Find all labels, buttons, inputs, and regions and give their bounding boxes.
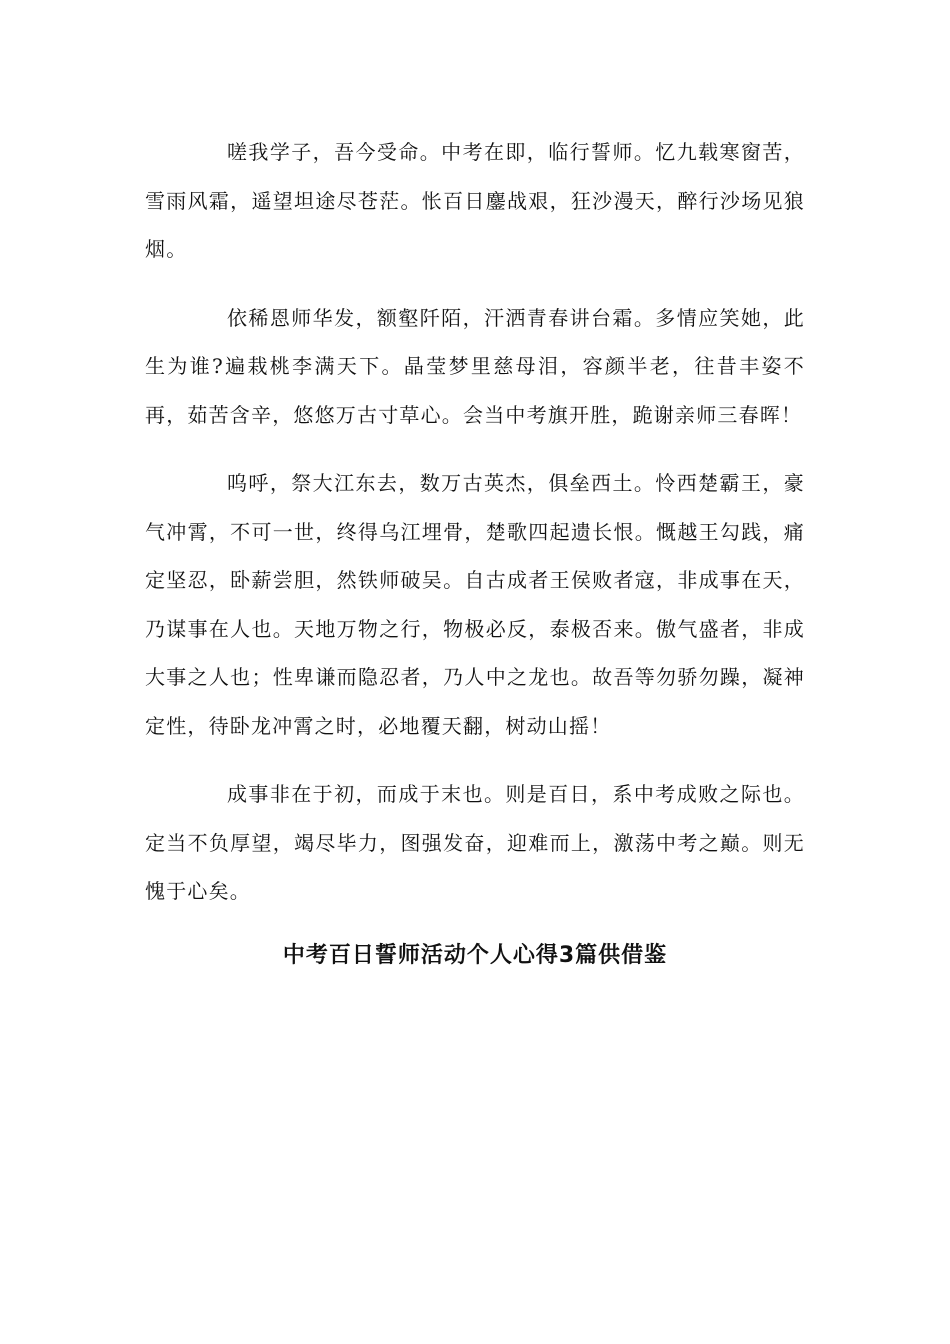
document-body [145,128,805,976]
paragraph-3: 呜呼，祭大江东去，数万古英杰，俱垒西土。怜西楚霸王，豪气冲霄，不可一世，终得乌江埋骨，楚歌四起遗长恨。慨越王勾践，痛定坚忍，卧薪尝胆，然铁师破吴。自古成者王侯败者寇，非成事在天，乃谋事在人也。天地万物之行，物极必反，泰极否来。傲气盛者，非成大事之人也；性卑谦而隐忍者，乃人中之龙也。故吾等勿骄勿躁，凝神定性，待卧龙冲霄之时，必地覆天翻，树动山摇！ [145,471,805,738]
section-heading: 中考百日誓师活动个人心得3篇供借鉴 [282,942,668,968]
paragraph-2: 依稀恩师华发，额壑阡陌，汗洒青春讲台霜。多情应笑她，此生为谁?遍栽桃李满天下。晶莹梦里慈母泪，容颜半老，往昔丰姿不再，茹苦含辛，悠悠万古寸草心。会当中考旗开胜，跪谢亲师三春晖！ [145,305,805,427]
paragraph-4: 成事非在于初，而成于末也。则是百日，系中考成败之际也。定当不负厚望，竭尽毕力，图强发奋，迎难而上，激荡中考之巅。则无愧于心矣。 [145,782,805,903]
paragraph-1: 嗟我学子，吾今受命。中考在即，临行誓师。忆九载寒窗苦，雪雨风霜，遥望坦途尽苍茫。怅百日鏖战艰，狂沙漫天，醉行沙场见狼烟。 [145,140,805,261]
